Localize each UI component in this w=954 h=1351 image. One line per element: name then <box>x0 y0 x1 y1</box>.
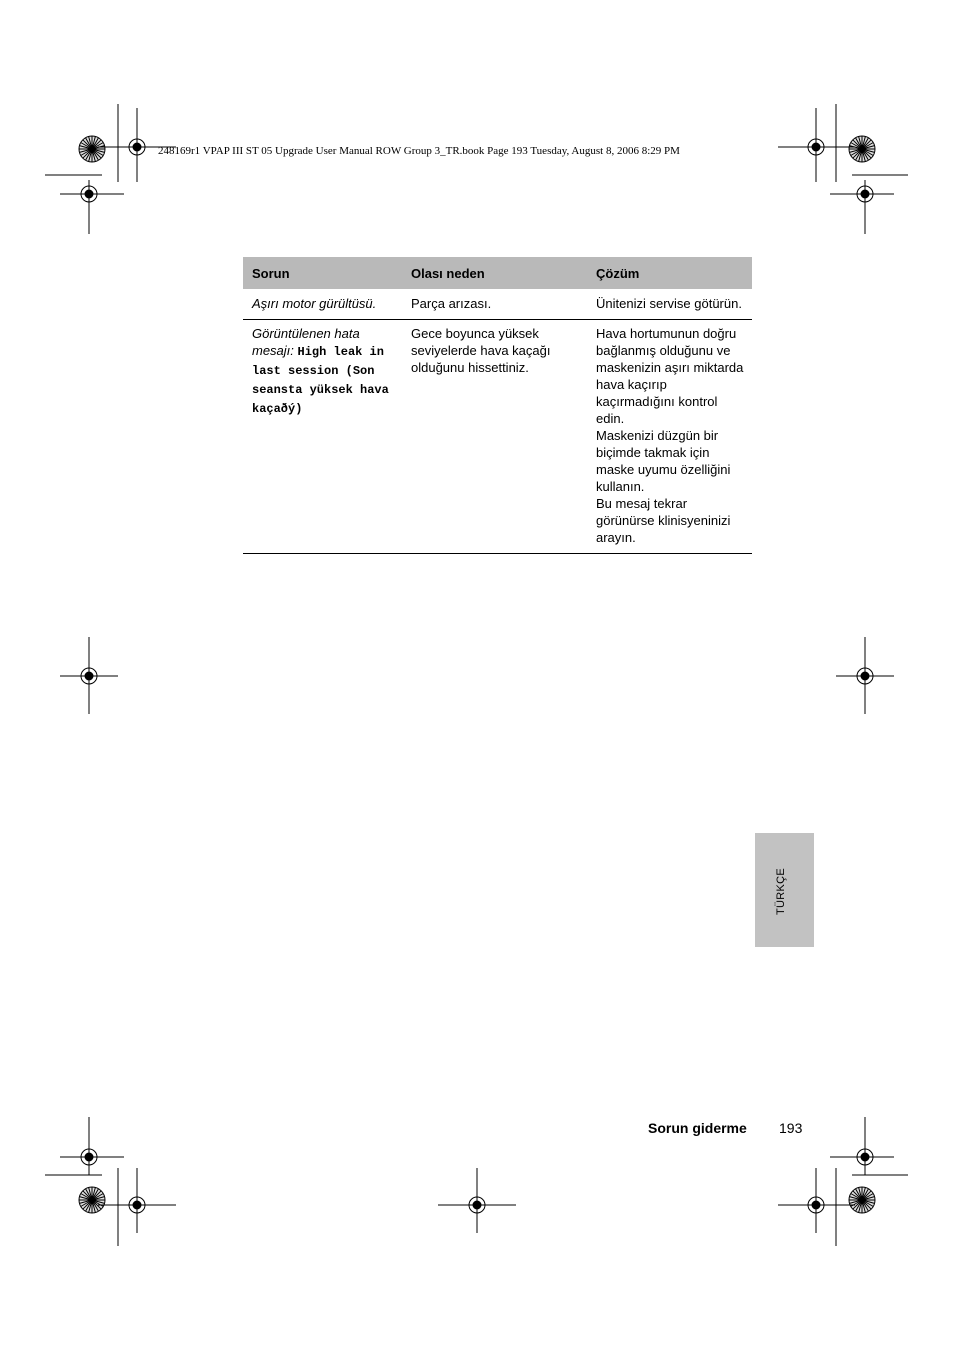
solution-cell: Ünitenizi servise götürün. <box>587 289 752 320</box>
table-row <box>243 289 752 320</box>
table-header-row <box>243 257 752 289</box>
language-tab-label: TÜRKÇE <box>775 867 787 915</box>
troubleshooting-table <box>243 257 752 554</box>
column-header-solution: Çözüm <box>587 257 752 289</box>
table-row <box>243 320 752 554</box>
error-message-code: High leak in last session (Son seansta yüksek hava kaçaðý) <box>252 345 389 416</box>
column-header-problem: Sorun <box>243 257 402 289</box>
print-header: 248169r1 VPAP III ST 05 Upgrade User Manual ROW Group 3_TR.book Page 193 Tuesday, August 8, 2006 8:29 PM <box>158 145 680 157</box>
problem-cell: Görüntülenen hata mesajı: High leak in last session (Son seansta yüksek hava kaçaðý) <box>243 320 402 554</box>
column-header-cause: Olası neden <box>402 257 587 289</box>
problem-cell: Aşırı motor gürültüsü. <box>243 289 402 320</box>
footer-section-title: Sorun giderme <box>648 1120 747 1136</box>
cause-cell: Gece boyunca yüksek seviyelerde hava kaçağı olduğunu hissettiniz. <box>402 320 587 554</box>
cause-cell: Parça arızası. <box>402 289 587 320</box>
page-number: 193 <box>779 1120 803 1136</box>
solution-cell: Hava hortumunun doğru bağlanmış olduğunu ve maskenizin aşırı miktarda hava kaçırıp kaçırmadığını kontrol edin. Maskenizi düzgün bir biçimde takmak için maske uyumu özelliğini kullanın. Bu mesaj tekrar görünürse klinisyeninizi arayın. <box>587 320 752 554</box>
language-side-tab <box>755 833 814 947</box>
